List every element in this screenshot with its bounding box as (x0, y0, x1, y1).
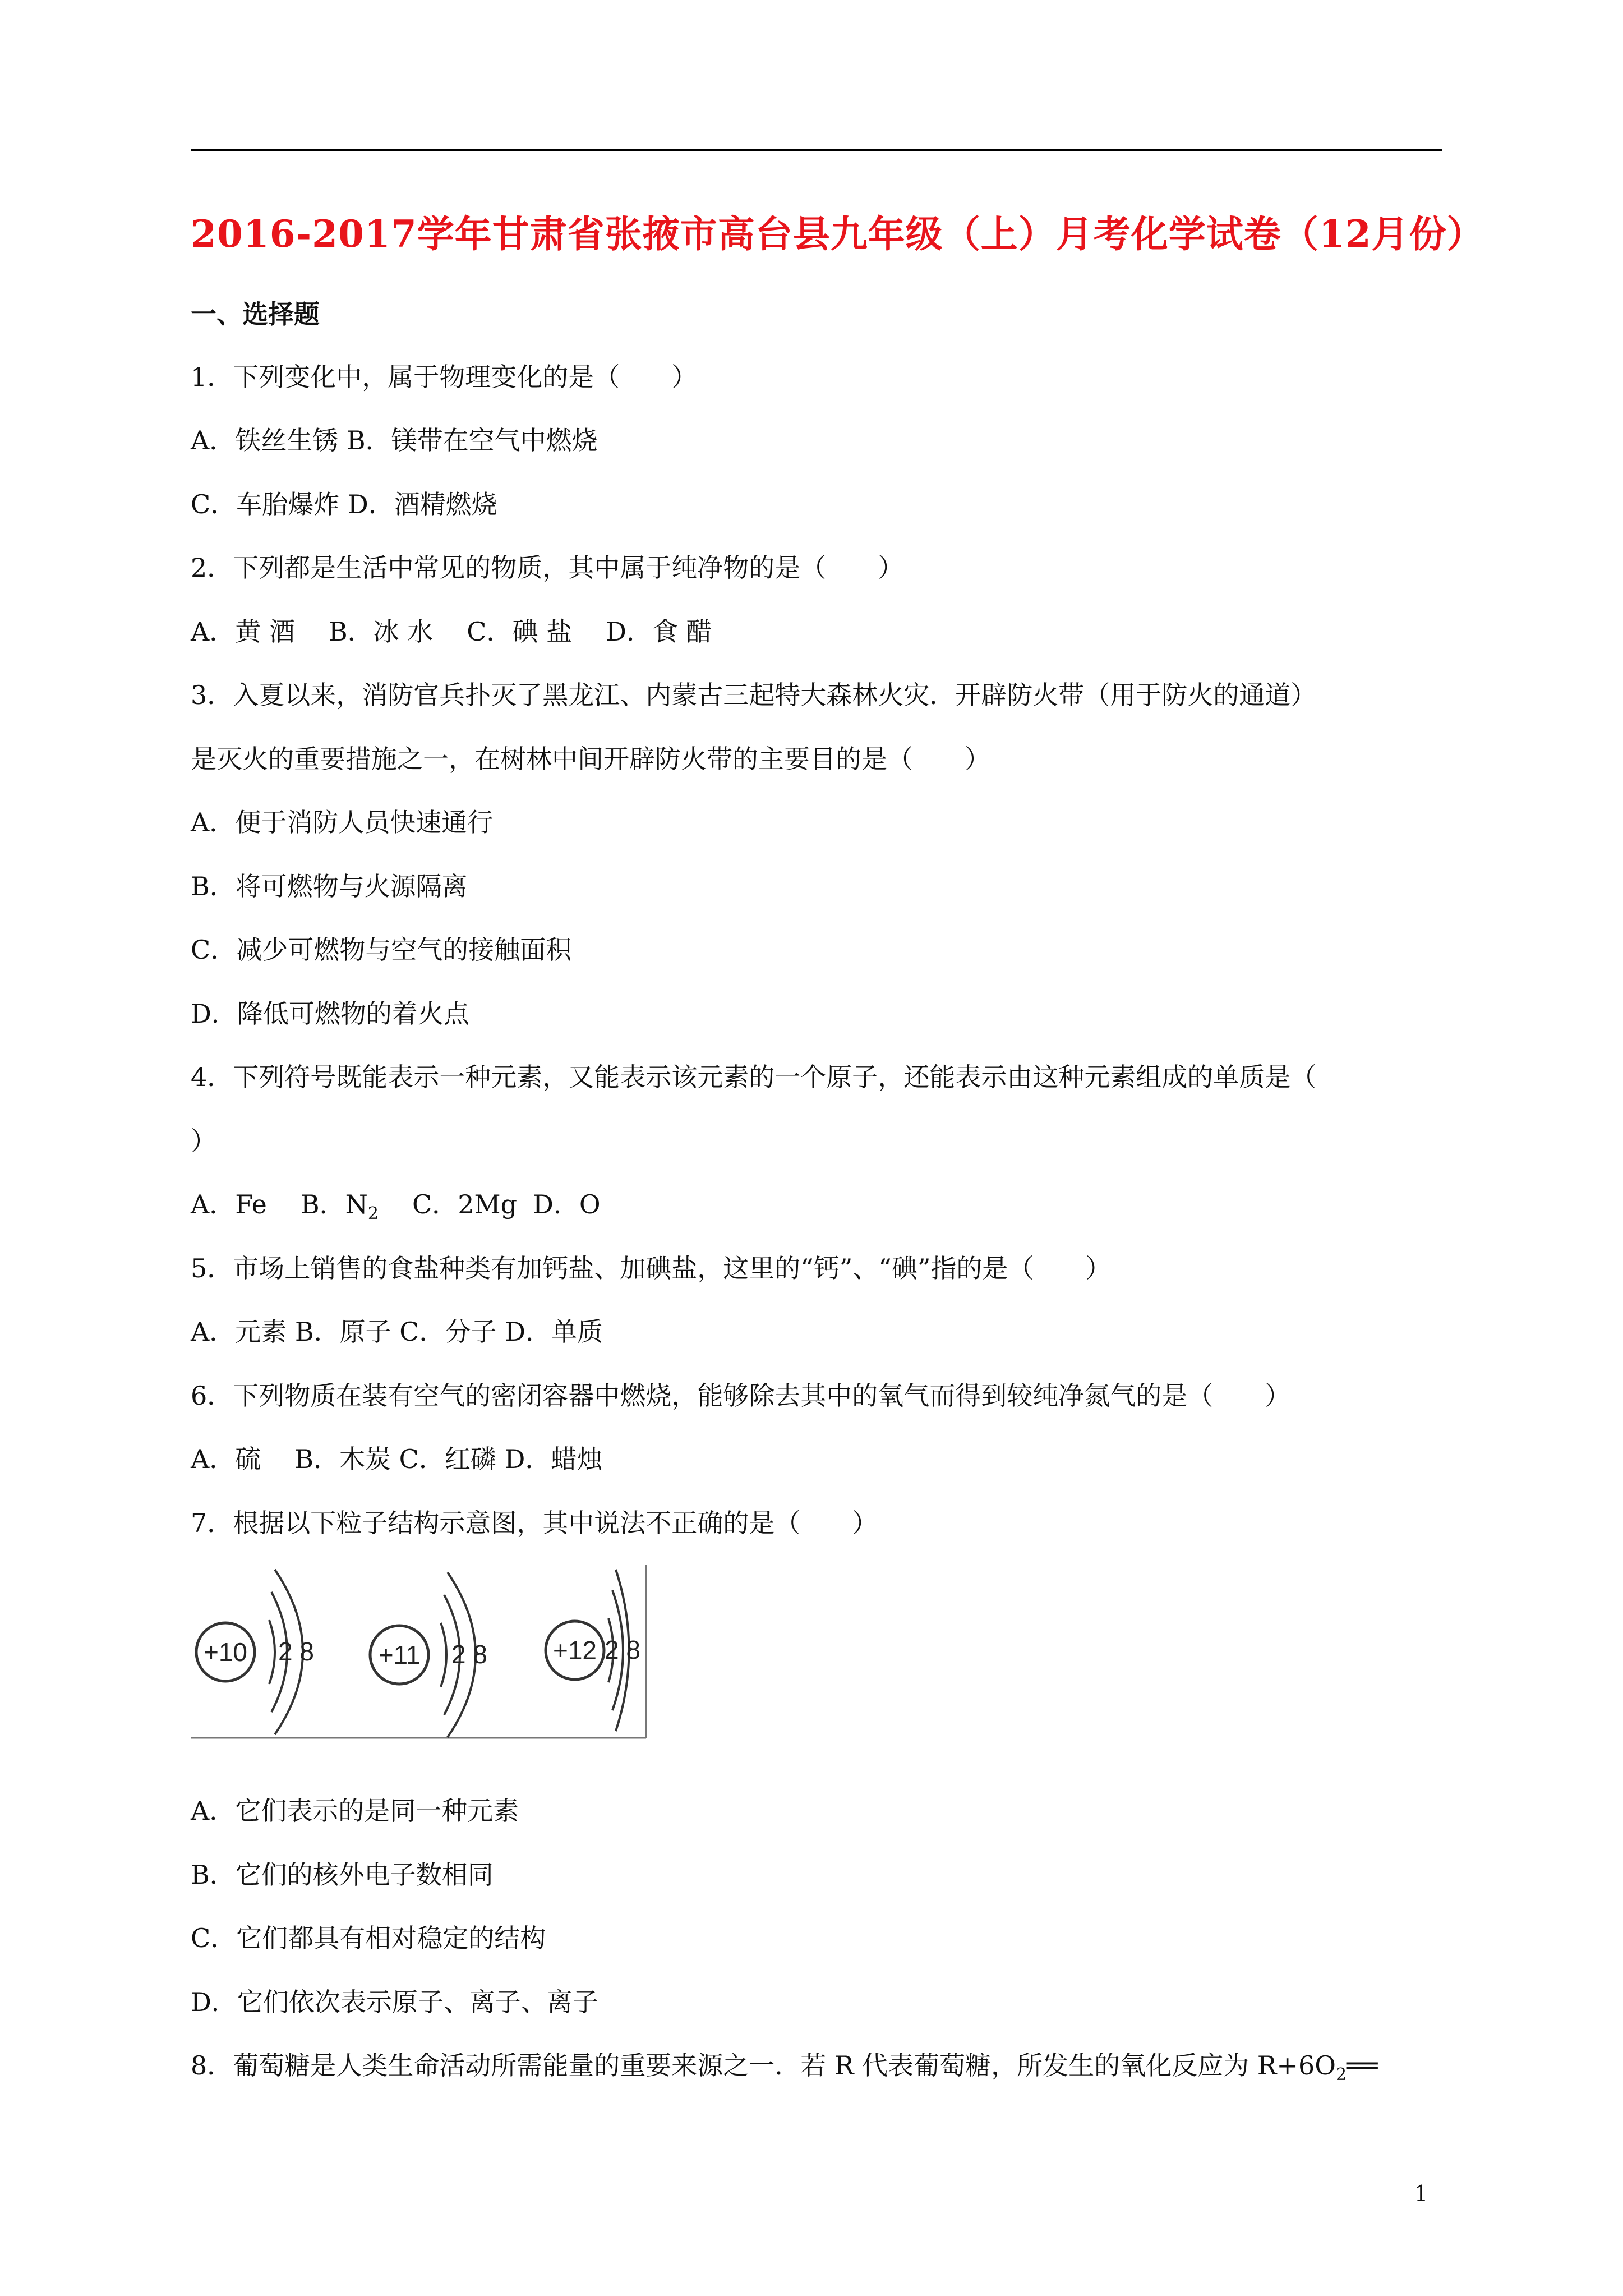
q4-option-b-text: B．N (300, 1189, 368, 1220)
q2-options (191, 612, 712, 651)
q2-option-b: B．冰 水 (328, 616, 434, 647)
q1-stem: 1．下列变化中，属于物理变化的是（ ） (191, 362, 698, 392)
particle-3 (546, 1570, 640, 1731)
q4-option-b-subscript: 2 (367, 1204, 379, 1223)
q4-option-a: A．Fe (191, 1189, 267, 1220)
q7-option-b: B．它们的核外电子数相同 (191, 1860, 494, 1890)
q2-option-a: A．黄 酒 (191, 616, 295, 647)
q3-option-a: A．便于消防人员快速通行 (191, 807, 494, 838)
q4-option-d: D．O (533, 1189, 601, 1220)
particle-1 (196, 1570, 314, 1734)
q3-option-b: B．将可燃物与火源隔离 (191, 871, 468, 901)
q4-options (191, 1185, 601, 1224)
exam-title: 2016-2017学年甘肃省张掖市高台县九年级（上）月考化学试卷（12月份） (191, 212, 1484, 256)
q3-stem-line1: 3．入夏以来，消防官兵扑灭了黑龙江、内蒙古三起特大森林火灾．开辟防火带（用于防火的通道） (191, 680, 1317, 710)
header-rule (191, 149, 1442, 151)
q4-option-c: C．2Mg (412, 1189, 518, 1220)
q8-subscript: 2 (1335, 2065, 1347, 2085)
q7-option-c: C．它们都具有相对稳定的结构 (191, 1923, 546, 1953)
q8-stem (191, 2046, 1377, 2085)
particle-1-shells: 2 8 (278, 1637, 314, 1666)
q5-stem: 5．市场上销售的食盐种类有加钙盐、加碘盐，这里的“钙”、“碘”指的是（ ） (191, 1253, 1112, 1283)
q6-stem: 6．下列物质在装有空气的密闭容器中燃烧，能够除去其中的氧气而得到较纯净氮气的是（ ） (191, 1381, 1291, 1411)
particle-2-nucleus: +11 (378, 1640, 421, 1669)
q2-stem: 2．下列都是生活中常见的物质，其中属于纯净物的是（ ） (191, 553, 904, 583)
particle-1-nucleus: +10 (203, 1637, 248, 1667)
q1-options-ab: A．铁丝生锈 B．镁带在空气中燃烧 (191, 425, 598, 455)
page-number: 1 (1414, 2181, 1428, 2206)
particle-2-shells: 2 8 (451, 1640, 487, 1669)
q2-option-c: C．碘 盐 (467, 616, 573, 647)
q7-option-a: A．它们表示的是同一种元素 (191, 1796, 519, 1826)
q7-option-d: D．它们依次表示原子、离子、离子 (191, 1987, 598, 2017)
q4-stem-line2: ） (191, 1126, 216, 1156)
q8-equation-sign: ══ (1347, 2050, 1378, 2081)
q3-option-c: C．减少可燃物与空气的接触面积 (191, 935, 572, 965)
q7-stem: 7．根据以下粒子结构示意图，其中说法不正确的是（ ） (191, 1508, 878, 1538)
q6-options-bcd: B．木炭 C．红磷 D．蜡烛 (294, 1444, 603, 1474)
section-heading: 一、选择题 (191, 299, 320, 329)
q4-option-b (300, 1189, 379, 1223)
particle-structure-diagram (191, 1565, 648, 1739)
q6-option-a: A．硫 (191, 1444, 261, 1474)
q2-option-d: D．食 醋 (606, 616, 712, 647)
q5-options: A．元素 B．原子 C．分子 D．单质 (191, 1317, 603, 1347)
q1-options-cd: C．车胎爆炸 D．酒精燃烧 (191, 489, 497, 519)
particle-3-nucleus: +12 (552, 1636, 597, 1665)
q6-options (191, 1439, 602, 1479)
particle-2 (370, 1572, 487, 1737)
q3-stem-line2: 是灭火的重要措施之一，在树林中间开辟防火带的主要目的是（ ） (191, 744, 990, 774)
particle-3-shells: 2 8 (605, 1635, 640, 1664)
q8-stem-text: 8．葡萄糖是人类生命活动所需能量的重要来源之一．若 R 代表葡萄糖，所发生的氧化反应为 R+6O (191, 2050, 1336, 2081)
q4-stem-line1: 4．下列符号既能表示一种元素，又能表示该元素的一个原子，还能表示由这种元素组成的单质是（ (191, 1062, 1317, 1092)
q3-option-d: D．降低可燃物的着火点 (191, 999, 469, 1029)
